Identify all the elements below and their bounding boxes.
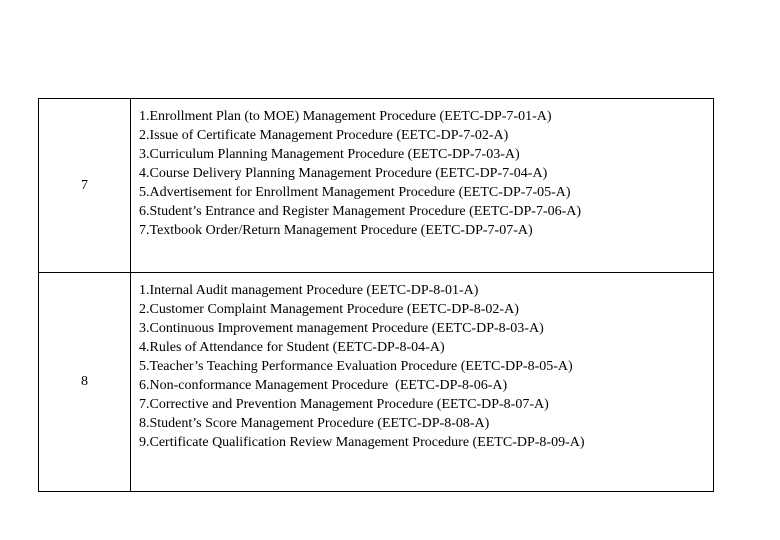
list-item: 3.Curriculum Planning Management Procedure (EETC-DP-7-03-A) [139,147,520,162]
procedure-list-cell [131,99,714,273]
list-item: 6.Student’s Entrance and Register Management Procedure (EETC-DP-7-06-A) [139,204,582,219]
list-item: 9.Certificate Qualification Review Management Procedure (EETC-DP-8-09-A) [139,435,585,450]
section-number: 8 [81,374,88,389]
list-item: 7.Corrective and Prevention Management Procedure (EETC-DP-8-07-A) [139,397,549,412]
list-item: 5.Advertisement for Enrollment Management Procedure (EETC-DP-7-05-A) [139,185,571,200]
list-item: 3.Continuous Improvement management Procedure (EETC-DP-8-03-A) [139,321,544,336]
list-item: 2.Customer Complaint Management Procedure (EETC-DP-8-02-A) [139,302,519,317]
section-number-cell [39,99,131,273]
list-item: 6.Non-conformance Management Procedure (EETC-DP-8-06-A) [139,378,508,393]
list-item: 2.Issue of Certificate Management Procedure (EETC-DP-7-02-A) [139,128,509,143]
list-item: 7.Textbook Order/Return Management Procedure (EETC-DP-7-07-A) [139,223,533,238]
procedure-list [139,281,713,452]
list-item: 8.Student’s Score Management Procedure (EETC-DP-8-08-A) [139,416,490,431]
table-row [39,273,714,492]
list-item: 4.Rules of Attendance for Student (EETC-DP-8-04-A) [139,340,445,355]
list-item: 1.Enrollment Plan (to MOE) Management Procedure (EETC-DP-7-01-A) [139,109,552,124]
list-item: 4.Course Delivery Planning Management Procedure (EETC-DP-7-04-A) [139,166,548,181]
section-number-cell [39,273,131,492]
list-item: 5.Teacher’s Teaching Performance Evaluation Procedure (EETC-DP-8-05-A) [139,359,573,374]
table-row [39,99,714,273]
procedure-list [139,107,713,240]
list-item: 1.Internal Audit management Procedure (EETC-DP-8-01-A) [139,283,479,298]
procedure-list-cell [131,273,714,492]
section-number: 7 [81,177,88,193]
procedure-table [38,98,714,492]
